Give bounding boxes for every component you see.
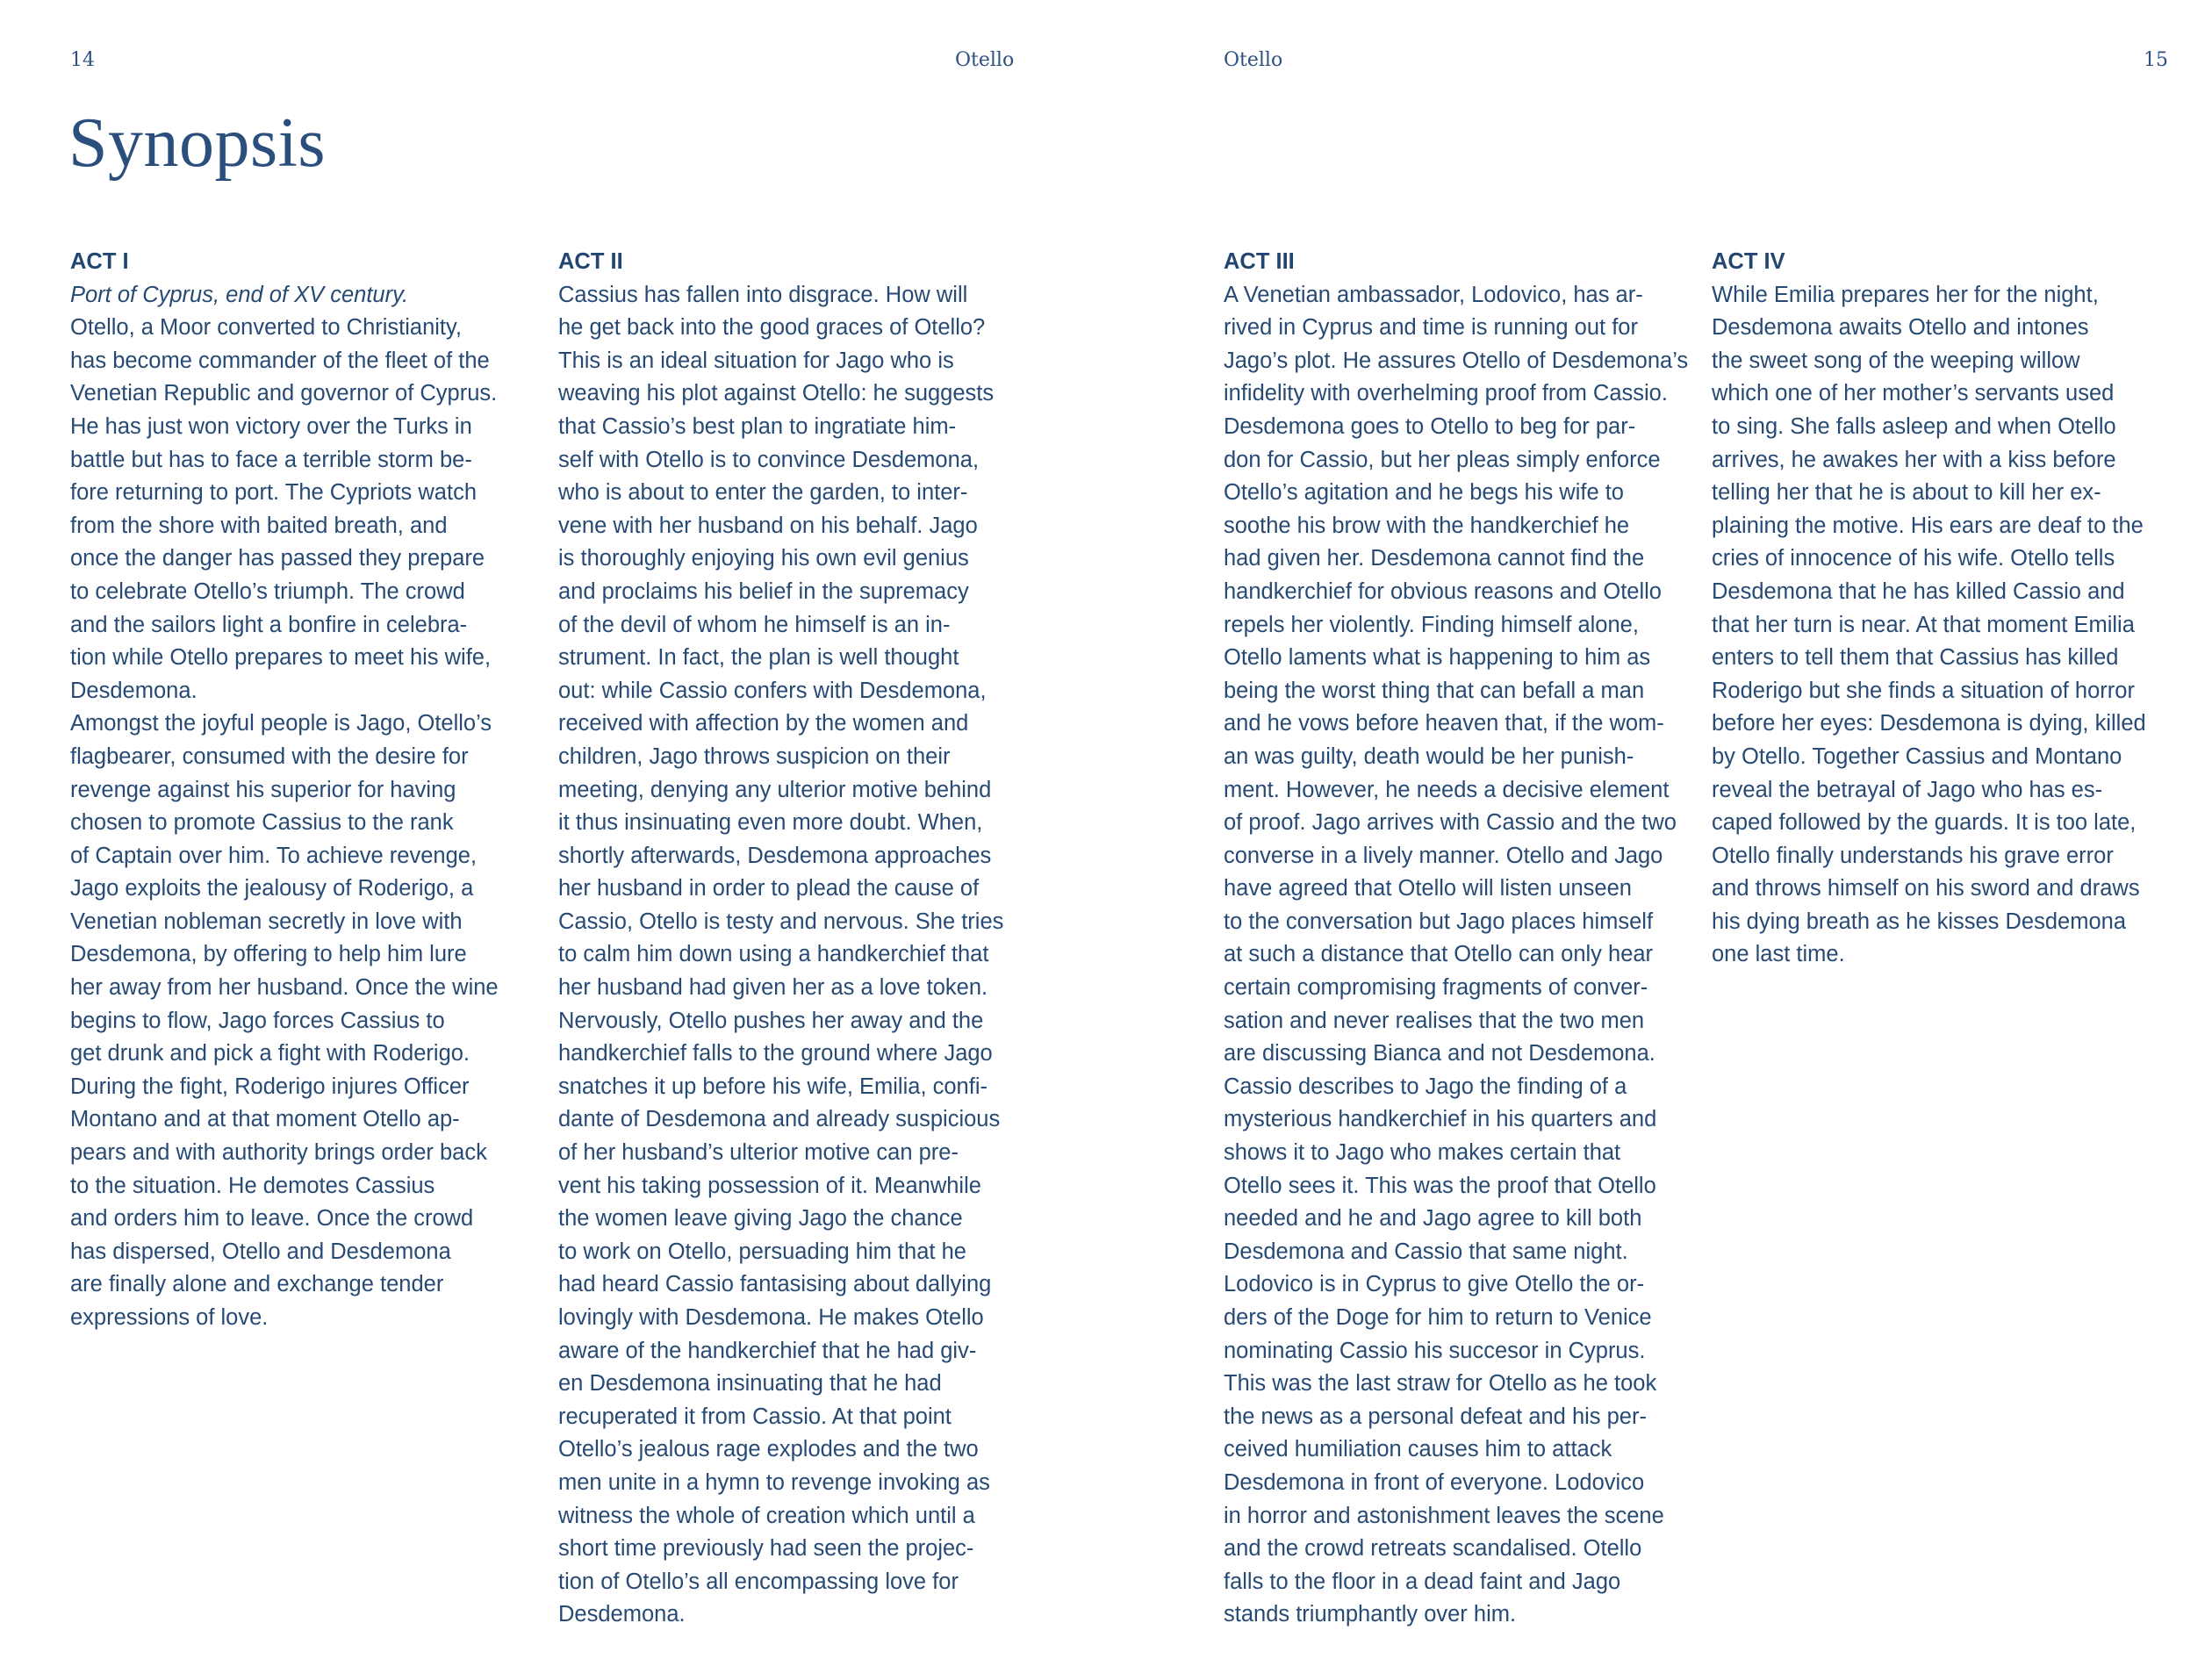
text-line: Otello laments what is happening to him as (1224, 645, 1651, 671)
text-line: her husband in order to plead the cause of (558, 876, 980, 901)
text-line: snatches it up before his wife, Emilia, confi- (558, 1074, 988, 1099)
text-line: an was guilty, death would be her punish- (1224, 743, 1634, 769)
text-line: witness the whole of creation which until a (558, 1503, 975, 1528)
text-line: had heard Cassio fantasising about dallying (558, 1272, 992, 1297)
text-line: and the sailors light a bonfire in celebra- (70, 612, 468, 637)
text-line: weaving his plot against Otello: he suggests (558, 381, 995, 406)
act-3-column (1224, 246, 1698, 1632)
text-line: expressions of love. (70, 1305, 269, 1330)
text-line: get drunk and pick a fight with Roderigo. (70, 1041, 470, 1066)
text-line: chosen to promote Cassius to the rank (70, 810, 454, 836)
text-line: by Otello. Together Cassius and Montano (1712, 743, 2122, 769)
text-line: arrives, he awakes her with a kiss before (1712, 447, 2116, 472)
text-line: needed and he and Jago agree to kill both (1224, 1206, 1642, 1232)
page-number-right: 15 (2144, 49, 2168, 71)
act-2-heading: ACT II (558, 249, 623, 274)
text-line: While Emilia prepares her for the night, (1712, 282, 2099, 307)
text-line: her away from her husband. Once the wine (70, 975, 499, 1001)
text-line: being the worst thing that can befall a man (1224, 678, 1645, 703)
act-4-text (1712, 279, 2186, 972)
text-line: and throws himself on his sword and draws (1712, 876, 2140, 901)
text-line: of the devil of whom he himself is an in- (558, 612, 951, 637)
text-line: battle but has to face a terrible storm be- (70, 447, 472, 472)
act-1-text (70, 312, 544, 1334)
text-line: pears and with authority brings order back (70, 1140, 487, 1166)
act-2-text (558, 279, 1032, 1632)
text-line: Desdemona goes to Otello to beg for par- (1224, 413, 1636, 439)
text-line: Amongst the joyful people is Jago, Otello’s (70, 711, 492, 736)
text-line: mysterious handkerchief in his quarters and (1224, 1107, 1657, 1132)
text-line: and orders him to leave. Once the crowd (70, 1206, 474, 1232)
text-line: Roderigo but she finds a situation of horror (1712, 678, 2135, 703)
text-line: handkerchief falls to the ground where Jago (558, 1041, 993, 1066)
text-line: has become commander of the fleet of the (70, 348, 490, 373)
text-line: Lodovico is in Cyprus to give Otello the or- (1224, 1272, 1645, 1297)
text-line: He has just won victory over the Turks in (70, 413, 472, 439)
text-line: en Desdemona insinuating that he had (558, 1371, 942, 1397)
text-line: aware of the handkerchief that he had giv- (558, 1338, 977, 1363)
text-line: one last time. (1712, 942, 1845, 967)
text-line: Montano and at that moment Otello ap- (70, 1107, 460, 1132)
act-3-heading: ACT III (1224, 249, 1295, 274)
text-line: Otello’s agitation and he begs his wife to (1224, 480, 1624, 506)
text-line: to the conversation but Jago places himself (1224, 908, 1654, 934)
text-line: Cassio, Otello is testy and nervous. She tries (558, 908, 1004, 934)
text-line: converse in a lively manner. Otello and Jago (1224, 843, 1663, 868)
text-line: ment. However, he needs a decisive element (1224, 777, 1670, 802)
text-line: ceived humiliation causes him to attack (1224, 1437, 1612, 1462)
text-line: meeting, denying any ulterior motive behind (558, 777, 992, 802)
page-number-left: 14 (70, 49, 95, 71)
act-4-heading: ACT IV (1712, 249, 1785, 274)
text-line: A Venetian ambassador, Lodovico, has ar- (1224, 282, 1643, 307)
text-line: the women leave giving Jago the chance (558, 1206, 963, 1232)
text-line: has dispersed, Otello and Desdemona (70, 1239, 451, 1264)
text-line: soothe his brow with the handkerchief he (1224, 513, 1630, 538)
text-line: repels her violently. Finding himself alone, (1224, 612, 1639, 637)
text-line: begins to flow, Jago forces Cassius to (70, 1008, 445, 1033)
text-line: fore returning to port. The Cypriots watch (70, 480, 477, 506)
text-line: This is an ideal situation for Jago who is (558, 348, 954, 373)
text-line: flagbearer, consumed with the desire for (70, 743, 469, 769)
text-line: nominating Cassio his succesor in Cyprus. (1224, 1338, 1646, 1363)
text-line: Venetian Republic and governor of Cyprus. (70, 381, 498, 406)
text-line: telling her that he is about to kill her ex- (1712, 480, 2101, 506)
text-line: certain compromising fragments of conver- (1224, 975, 1648, 1001)
text-line: rived in Cyprus and time is running out for (1224, 315, 1638, 341)
text-line: Jago’s plot. He assures Otello of Desdemona’s (1224, 348, 1689, 373)
text-line: vene with her husband on his behalf. Jago (558, 513, 978, 538)
text-line: in horror and astonishment leaves the scene (1224, 1503, 1664, 1528)
text-line: Cassius has fallen into disgrace. How will (558, 282, 968, 307)
text-line: sation and never realises that the two men (1224, 1008, 1645, 1033)
running-title-left: Otello (955, 49, 1015, 71)
text-line: who is about to enter the garden, to inter- (558, 480, 968, 506)
text-line: don for Cassio, but her pleas simply enforce (1224, 447, 1661, 472)
text-line: Venetian nobleman secretly in love with (70, 908, 463, 934)
text-line: received with affection by the women and (558, 711, 969, 736)
text-line: men unite in a hymn to revenge invoking as (558, 1469, 990, 1495)
text-line: it thus insinuating even more doubt. When, (558, 810, 983, 836)
text-line: This was the last straw for Otello as he took (1224, 1371, 1657, 1397)
text-line: Otello, a Moor converted to Christianity, (70, 315, 462, 341)
text-line: strument. In fact, the plan is well thought (558, 645, 959, 671)
text-line: are discussing Bianca and not Desdemona. (1224, 1041, 1655, 1066)
text-line: before her eyes: Desdemona is dying, killed (1712, 711, 2146, 736)
text-line: Desdemona. (70, 678, 198, 703)
text-line: the news as a personal defeat and his per- (1224, 1404, 1647, 1429)
text-line: tion of Otello’s all encompassing love for (558, 1569, 959, 1594)
text-line: had given her. Desdemona cannot find the (1224, 546, 1645, 571)
act-3-text (1224, 279, 1698, 1632)
text-line: Desdemona, by offering to help him lure (70, 942, 467, 967)
text-line: cries of innocence of his wife. Otello tells (1712, 546, 2115, 571)
text-line: Otello sees it. This was the proof that Otello (1224, 1173, 1656, 1198)
text-line: During the fight, Roderigo injures Officer (70, 1074, 470, 1099)
text-line: Jago exploits the jealousy of Roderigo, a (70, 876, 474, 901)
text-line: out: while Cassio confers with Desdemona, (558, 678, 987, 703)
text-line: lovingly with Desdemona. He makes Otello (558, 1305, 984, 1330)
running-title-right: Otello (1224, 49, 1283, 71)
act-4-column (1712, 246, 2186, 972)
text-line: at such a distance that Otello can only hear (1224, 942, 1654, 967)
text-line: shows it to Jago who makes certain that (1224, 1140, 1621, 1166)
act-1-column (70, 246, 544, 1335)
text-line: Desdemona that he has killed Cassio and (1712, 578, 2125, 604)
text-line: to the situation. He demotes Cassius (70, 1173, 435, 1198)
text-line: are finally alone and exchange tender (70, 1272, 444, 1297)
act-1-heading: ACT I (70, 249, 129, 274)
text-line: is thoroughly enjoying his own evil genius (558, 546, 969, 571)
text-line: Desdemona in front of everyone. Lodovico (1224, 1469, 1645, 1495)
text-line: to calm him down using a handkerchief that (558, 942, 989, 967)
text-line: and proclaims his belief in the supremacy (558, 578, 969, 604)
text-line: once the danger has passed they prepare (70, 546, 485, 571)
text-line: and he vows before heaven that, if the wom- (1224, 711, 1664, 736)
act-2-column (558, 246, 1032, 1632)
text-line: self with Otello is to convince Desdemona, (558, 447, 980, 472)
text-line: have agreed that Otello will listen unseen (1224, 876, 1632, 901)
text-line: ders of the Doge for him to return to Venice (1224, 1305, 1652, 1330)
page-title: Synopsis (68, 104, 326, 182)
text-line: dante of Desdemona and already suspicious (558, 1107, 1001, 1132)
text-line: enters to tell them that Cassius has killed (1712, 645, 2119, 671)
text-line: Otello finally understands his grave error (1712, 843, 2114, 868)
text-line: from the shore with baited breath, and (70, 513, 448, 538)
text-line: revenge against his superior for having (70, 777, 456, 802)
text-line: his dying breath as he kisses Desdemona (1712, 908, 2127, 934)
text-line: that Cassio’s best plan to ingratiate him- (558, 413, 957, 439)
text-line: that her turn is near. At that moment Emilia (1712, 612, 2135, 637)
text-line: Desdemona awaits Otello and intones (1712, 315, 2089, 341)
text-line: falls to the floor in a dead faint and Jago (1224, 1569, 1621, 1594)
act-1-setting: Port of Cyprus, end of XV century. (70, 282, 409, 307)
text-line: short time previously had seen the projec- (558, 1536, 974, 1562)
text-line: Otello’s jealous rage explodes and the two (558, 1437, 979, 1462)
text-line: and the crowd retreats scandalised. Otello (1224, 1536, 1642, 1562)
text-line: children, Jago throws suspicion on their (558, 743, 951, 769)
text-line: Desdemona. (558, 1602, 686, 1627)
text-line: reveal the betrayal of Jago who has es- (1712, 777, 2103, 802)
text-line: which one of her mother’s servants used (1712, 381, 2115, 406)
text-line: shortly afterwards, Desdemona approaches (558, 843, 992, 868)
text-line: plaining the motive. His ears are deaf to the (1712, 513, 2144, 538)
text-line: infidelity with overhelming proof from Cassio. (1224, 381, 1668, 406)
text-line: tion while Otello prepares to meet his wife, (70, 645, 492, 671)
text-line: he get back into the good graces of Otello? (558, 315, 986, 341)
text-line: Nervously, Otello pushes her away and the (558, 1008, 984, 1033)
text-line: handkerchief for obvious reasons and Otello (1224, 578, 1662, 604)
text-line: the sweet song of the weeping willow (1712, 348, 2080, 373)
text-line: Desdemona and Cassio that same night. (1224, 1239, 1628, 1264)
text-line: her husband had given her as a love token. (558, 975, 988, 1001)
text-line: to sing. She falls asleep and when Otello (1712, 413, 2116, 439)
text-line: of her husband’s ulterior motive can pre- (558, 1140, 959, 1166)
text-line: to celebrate Otello’s triumph. The crowd (70, 578, 465, 604)
text-line: caped followed by the guards. It is too late, (1712, 810, 2137, 836)
text-line: stands triumphantly over him. (1224, 1602, 1517, 1627)
text-line: to work on Otello, persuading him that he (558, 1239, 966, 1264)
text-line: of Captain over him. To achieve revenge, (70, 843, 478, 868)
text-line: Cassio describes to Jago the finding of a (1224, 1074, 1627, 1099)
text-line: recuperated it from Cassio. At that point (558, 1404, 952, 1429)
text-line: of proof. Jago arrives with Cassio and the two (1224, 810, 1677, 836)
text-line: vent his taking possession of it. Meanwhile (558, 1173, 981, 1198)
